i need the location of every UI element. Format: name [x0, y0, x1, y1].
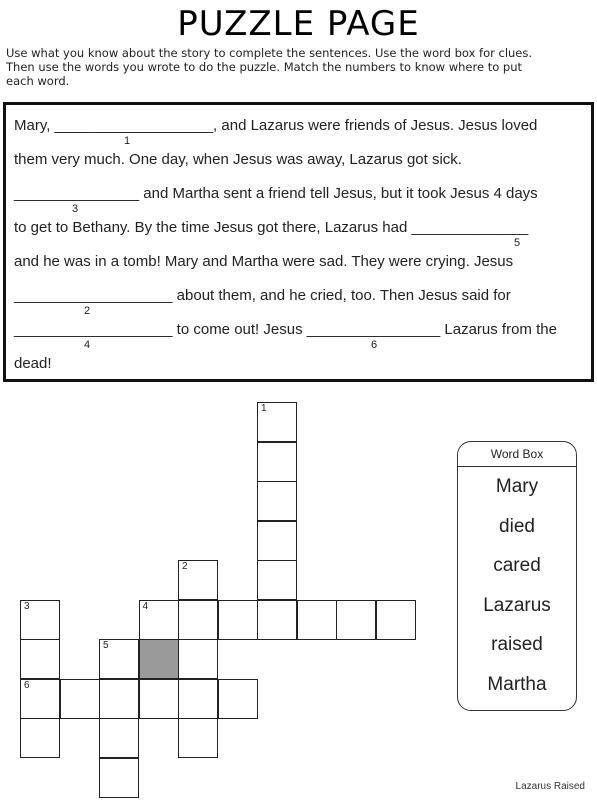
word-box-word: cared [493, 555, 541, 576]
crossword-clue-number: 1 [261, 403, 267, 414]
crossword-cell[interactable] [257, 560, 297, 600]
word-box-word: raised [491, 634, 543, 655]
story-line-text: dead! [14, 355, 52, 372]
word-box-word: Mary [495, 476, 539, 497]
instruction-line: each word. [6, 74, 70, 88]
crossword-cell[interactable] [218, 600, 258, 640]
story-line [14, 287, 583, 321]
blank-number: 5 [514, 237, 521, 249]
story-line-text: Mary, ___________________, and Lazarus were friends of Jesus. Jesus loved [14, 117, 538, 134]
word-box [457, 441, 577, 711]
instruction-line: Then use the words you wrote to do the puzzle. Match the numbers to know where to put [6, 60, 523, 74]
word-box-word: Martha [487, 673, 547, 695]
story-line [14, 253, 583, 287]
crossword-cell[interactable] [297, 600, 337, 640]
blank-number: 6 [371, 339, 378, 351]
story-line [14, 185, 583, 219]
story-line [14, 219, 583, 253]
word-box-title: Word Box [458, 442, 576, 467]
crossword-clue-number: 4 [142, 600, 149, 612]
word-box-word: Lazarus [483, 594, 551, 616]
story-line [14, 321, 583, 355]
crossword-cell-shaded [139, 639, 179, 679]
crossword-cell[interactable] [336, 600, 376, 640]
crossword-cell[interactable] [60, 679, 100, 719]
story-line [14, 355, 583, 389]
blank-number: 4 [84, 339, 91, 351]
crossword-cell[interactable] [257, 600, 297, 640]
footer-caption: Lazarus Raised [515, 781, 585, 792]
word-box-word: died [499, 515, 535, 537]
crossword-cell[interactable] [178, 679, 218, 719]
blank-number: 1 [124, 135, 131, 147]
story-line-text: ___________________ to come out! Jesus ________________ Lazarus from the [14, 321, 557, 338]
page-title: PUZZLE PAGE [177, 4, 420, 44]
story-line-text: ___________________ about them, and he cried, too. Then Jesus said for [14, 287, 511, 304]
story-line-text: _______________ and Martha sent a friend tell Jesus, but it took Jesus 4 days [14, 185, 538, 202]
story-line-text: and he was in a tomb! Mary and Martha were sad. They were crying. Jesus [14, 253, 514, 270]
blank-number: 2 [84, 305, 91, 317]
instructions [6, 46, 591, 88]
crossword-cell[interactable] [178, 600, 218, 640]
crossword-clue-number: 2 [182, 561, 188, 572]
crossword-cell[interactable] [20, 718, 60, 758]
crossword-cell[interactable] [99, 758, 139, 798]
crossword-cell[interactable] [99, 718, 139, 758]
story-line-text: them very much. One day, when Jesus was away, Lazarus got sick. [14, 151, 462, 168]
crossword-clue-number: 3 [24, 600, 30, 612]
crossword-cell[interactable] [20, 639, 60, 679]
crossword-cell[interactable] [257, 481, 297, 521]
instruction-line: Use what you know about the story to complete the sentences. Use the word box for clues. [6, 46, 533, 60]
blank-number: 3 [72, 203, 79, 215]
crossword-cell[interactable] [376, 600, 416, 640]
crossword-clue-number: 5 [103, 640, 109, 651]
crossword-clue-number: 6 [24, 679, 30, 691]
crossword-cell[interactable] [257, 521, 297, 561]
story-box [3, 102, 594, 382]
story-line-text: to get to Bethany. By the time Jesus got there, Lazarus had ______________ [14, 219, 529, 236]
crossword-cell[interactable] [99, 679, 139, 719]
crossword-cell[interactable] [178, 718, 218, 758]
story-line [14, 151, 583, 185]
crossword-cell[interactable] [257, 442, 297, 482]
crossword-cell[interactable] [178, 639, 218, 679]
story-line [14, 117, 583, 151]
crossword-cell[interactable] [218, 679, 258, 719]
crossword-cell[interactable] [139, 679, 179, 719]
